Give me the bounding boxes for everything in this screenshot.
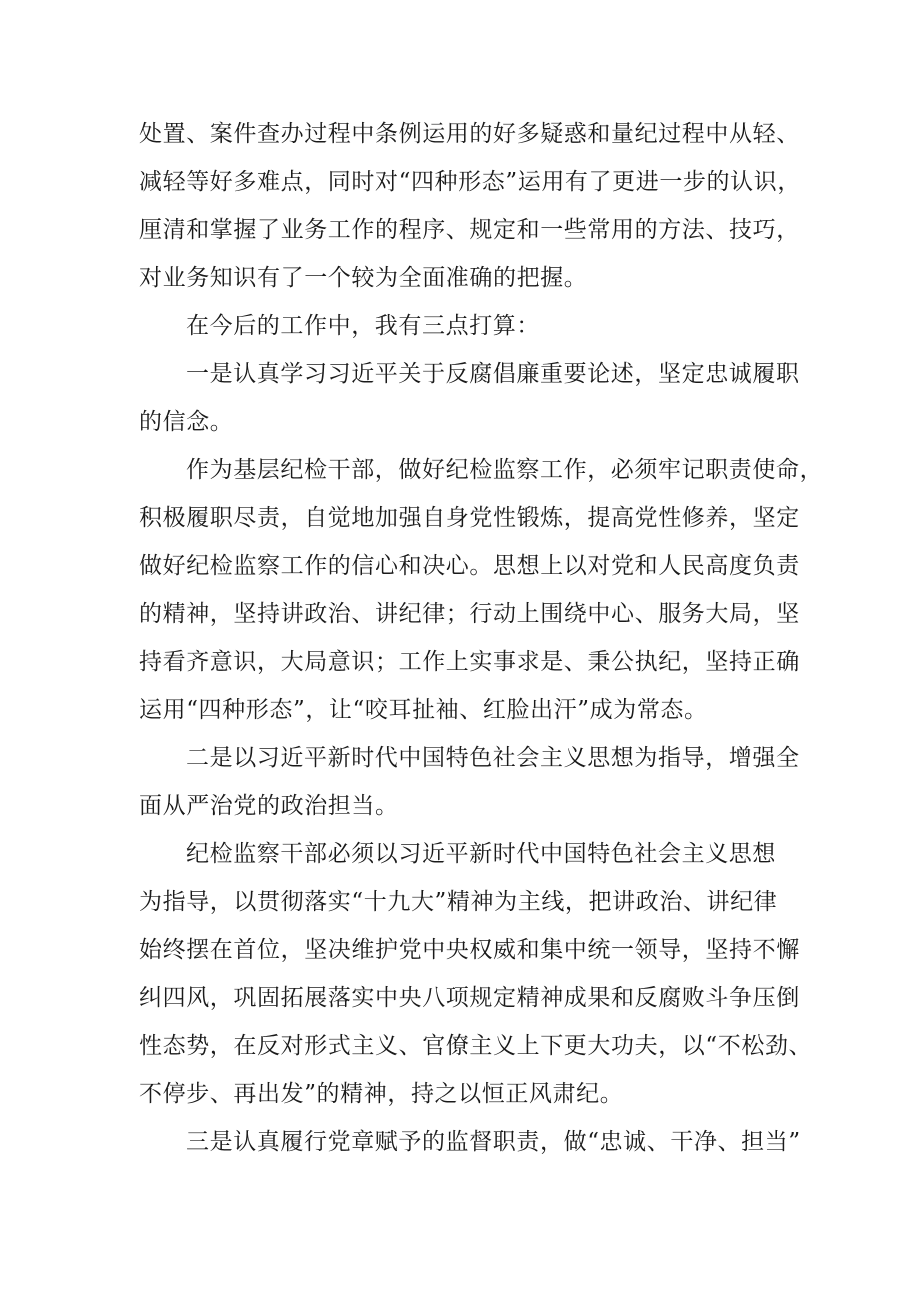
text-line: 对业务知识有了一个较为全面准确的把握。: [139, 265, 588, 291]
text-line: 积极履职尽责，自觉地加强自身党性锻炼，提高党性修养，坚定: [139, 505, 800, 531]
text-line: 的信念。: [139, 409, 234, 435]
text-line: 纪检监察干部必须以习近平新时代中国特色社会主义思想: [186, 841, 776, 867]
text-line: 纠四风，巩固拓展落实中央八项规定精神成果和反腐败斗争压倒: [139, 985, 800, 1011]
text-line: 始终摆在首位，坚决维护党中央权威和集中统一领导，坚持不懈: [139, 937, 800, 963]
text-line: 面从严治党的政治担当。: [139, 793, 399, 819]
text-line: 在今后的工作中，我有三点打算：: [186, 313, 540, 339]
text-line: 三是认真履行党章赋予的监督职责，做“忠诚、干净、担当”: [186, 1129, 801, 1155]
text-line: 减轻等好多难点，同时对“四种形态”运用有了更进一步的认识，: [139, 169, 801, 195]
text-line: 运用“四种形态”，让“咬耳扯袖、红脸出汗”成为常态。: [139, 697, 708, 723]
text-line: 性态势，在反对形式主义、官僚主义上下更大功夫，以“不松劲、: [139, 1033, 813, 1059]
text-line: 不停步、再出发”的精神，持之以恒正风肃纪。: [139, 1081, 624, 1107]
text-line: 处置、案件查办过程中条例运用的好多疑惑和量纪过程中从轻、: [139, 121, 800, 147]
text-line: 持看齐意识，大局意识；工作上实事求是、秉公执纪，坚持正确: [139, 649, 800, 675]
text-line: 一是认真学习习近平关于反腐倡廉重要论述，坚定忠诚履职: [186, 361, 800, 387]
text-line: 厘清和掌握了业务工作的程序、规定和一些常用的方法、技巧，: [139, 217, 800, 243]
text-line: 做好纪检监察工作的信心和决心。思想上以对党和人民高度负责: [139, 553, 800, 579]
text-line: 作为基层纪检干部，做好纪检监察工作，必须牢记职责使命，: [186, 457, 824, 483]
text-line: 二是以习近平新时代中国特色社会主义思想为指导，增强全: [186, 745, 800, 771]
text-line: 的精神，坚持讲政治、讲纪律；行动上围绕中心、服务大局，坚: [139, 601, 800, 627]
text-line: 为指导，以贯彻落实“十九大”精神为主线，把讲政治、讲纪律: [139, 889, 778, 915]
